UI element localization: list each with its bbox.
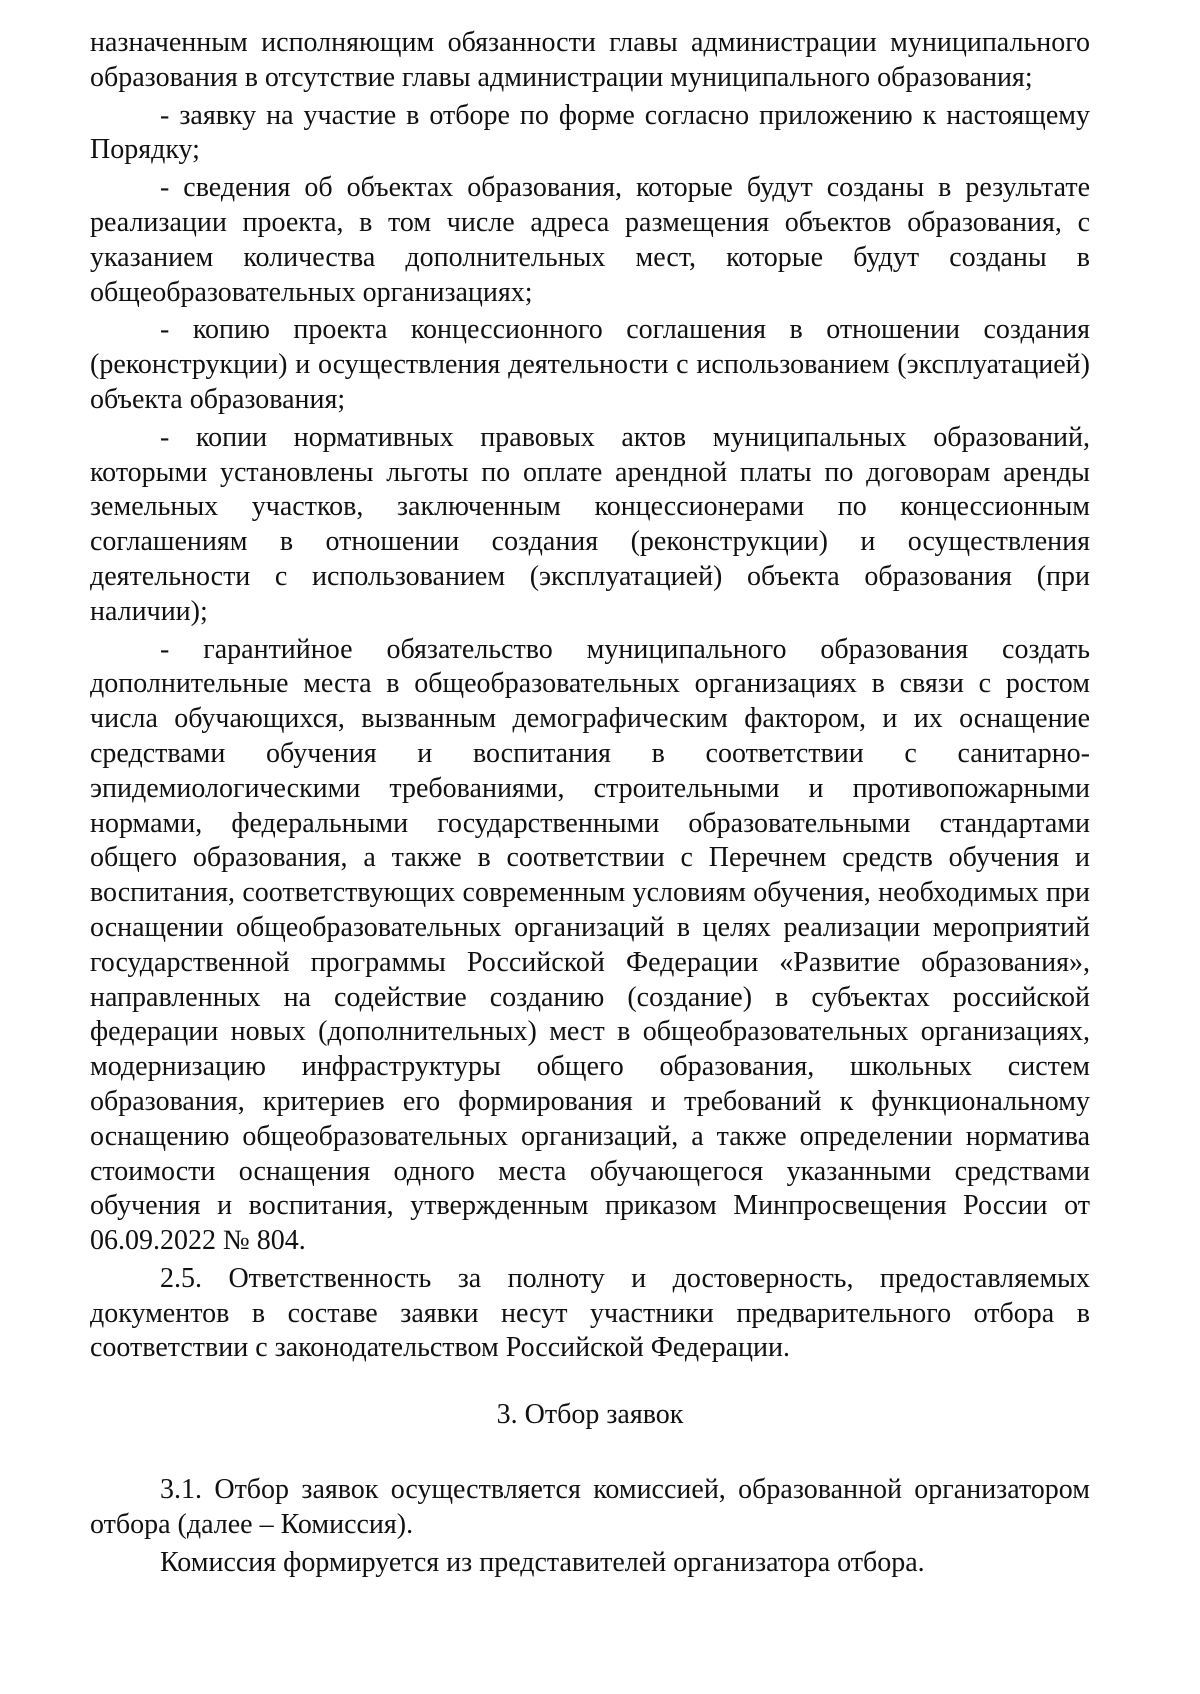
paragraph-normative-acts: - копии нормативных правовых актов муниципальных образований, которыми установлены льготы по оплате арендной платы по договорам аренды земельных участков, заключенным концессионерами по концессионным соглашениям в отношении создания (реконструкции) и осуществления деятельности с использованием (эксплуатацией) объекта образования (при наличии); <box>90 421 1090 627</box>
paragraph-commission-formation: Комиссия формируется из представителей организатора отбора. <box>160 1546 925 1578</box>
paragraph-concession-copy: - копию проекта концессионного соглашения в отношении создания (реконструкции) и осуществления деятельности с использованием (эксплуатацией) объекта образования; <box>90 314 1090 415</box>
paragraph-application-form: - заявку на участие в отборе по форме согласно приложению к настоящему Порядку; <box>90 99 1090 166</box>
paragraph-guarantee-obligation: - гарантийное обязательство муниципального образования создать дополнительные места в общеобразовательных организациях в связи с ростом числа обучающихся, вызванным демографическим фактором, и их оснащение средствами обучения и воспитания в соответствии с санитарно-эпидемиологическими требованиями, строительными и противопожарными нормами, федеральными государственными образовательными стандартами общего образования, а также в соответствии с Перечнем средств обучения и воспитания, соответствующих современным условиям обучения, необходимых при оснащении общеобразовательных организаций в целях реализации мероприятий государственной программы Российской Федерации «Развитие образования», направленных на содействие созданию (создание) в субъектах российской федерации новых (дополнительных) мест в общеобразовательных организациях, модернизацию инфраструктуры общего образования, школьных систем образования, критериев его формирования и требований к функциональному оснащению общеобразовательных организаций, а также определении норматива стоимости оснащения одного места обучающегося указанными средствами обучения и воспитания, утвержденным приказом Минпросвещения России от 06.09.2022 № 804. <box>90 633 1090 1257</box>
paragraph-responsibility: 2.5. Ответственность за полноту и достоверность, предоставляемых документов в составе заявки несут участники предварительного отбора в соответствии с законодательством Российской Федерации. <box>90 1262 1090 1364</box>
section-heading: 3. Отбор заявок <box>496 1399 684 1431</box>
paragraph-selection-commission: 3.1. Отбор заявок осуществляется комиссией, образованной организатором отбора (далее – Комиссия). <box>90 1474 1090 1540</box>
paragraph-education-objects: - сведения об объектах образования, которые будут созданы в результате реализации проекта, в том числе адреса размещения объектов образования, с указанием количества дополнительных мест, которые будут созданы в общеобразовательных организациях; <box>90 172 1090 308</box>
paragraph-continuation: назначенным исполняющим обязанности главы администрации муниципального образования в отсутствие главы администрации муниципального образования; <box>90 27 1090 93</box>
